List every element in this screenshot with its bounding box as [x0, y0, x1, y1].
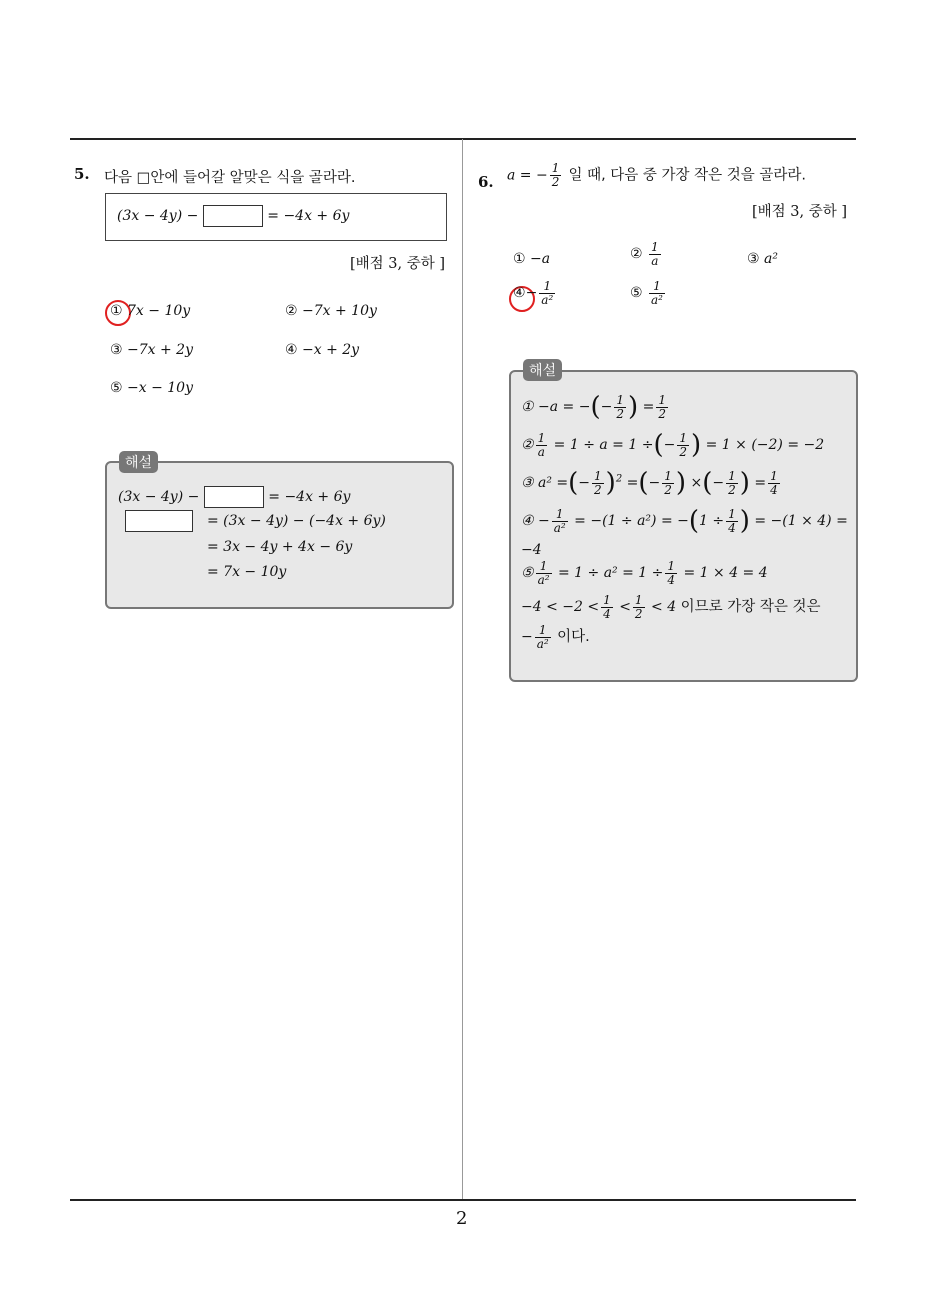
choice-mark: ① — [110, 303, 123, 319]
choice-text: a² — [764, 251, 778, 267]
question-number: 6. — [478, 173, 494, 191]
choice-mark: ② — [285, 303, 298, 319]
choice-fraction: $\frac{1}{\text{a²}}$ — [651, 279, 663, 307]
solution-label: 해설 — [523, 359, 562, 381]
solution-line-4: = 7x − 10y — [207, 564, 287, 580]
choice-fraction: $\frac{1}{\text{a²}}$ — [541, 279, 554, 307]
choice-5 — [110, 380, 193, 396]
solution-line-2: = (3x − 4y) − (−4x + 6y) — [207, 513, 386, 529]
choice-text: −7x + 2y — [127, 342, 193, 358]
prompt-math: a = − — [507, 167, 548, 184]
solution-blank-2 — [125, 510, 193, 532]
choice-mark: ① — [513, 251, 526, 267]
choice-text: −7x + 10y — [302, 303, 377, 319]
choice-2 — [630, 241, 663, 267]
choice-mark: ④ — [285, 342, 298, 358]
solution-line-1-left: (3x − 4y) − — [118, 489, 200, 505]
solution-line-1 — [118, 486, 350, 508]
solution-blank — [125, 510, 193, 532]
solution-line-2: ② $\frac{1}{a}$ = 1 ÷ a = 1 ÷(− $\frac{1}{2}$ ) = 1 × (−2) = −2 — [521, 430, 825, 460]
choice-1 — [513, 251, 550, 267]
solution-line-3: = 3x − 4y + 4x − 6y — [207, 539, 353, 555]
page-number: 2 — [456, 1208, 468, 1229]
solution-line-5: ⑤ $\frac{1}{\text{a²}}$ = 1 ÷ a² = 1 ÷ $\frac{1}{4}$ = 1 × 4 = 4 — [521, 559, 768, 587]
choice-text: −x + 2y — [302, 342, 360, 358]
choice-mark: ⑤ — [110, 380, 123, 396]
prompt-text: 일 때, 다음 중 가장 작은 것을 골라라. — [568, 167, 807, 184]
solution-box — [105, 461, 454, 609]
choice-mark: ③ — [747, 251, 760, 267]
prompt-fraction: $\frac{1}{2}$ — [551, 161, 560, 189]
solution-line-4b: −4 — [521, 542, 542, 558]
equation-left: (3x − 4y) − — [117, 208, 199, 224]
solution-label: 해설 — [119, 451, 158, 473]
column-divider — [462, 139, 463, 1201]
score-tag: [배점 3, 중하 ] — [350, 256, 446, 272]
choice-2 — [285, 303, 377, 319]
solution-line-1-right: = −4x + 6y — [268, 489, 351, 505]
solution-line-3: ③ a² =(− $\frac{1}{2}$ )$^2$ =(− $\frac{1}{2}$ ) ×(− $\frac{1}{2}$ ) = $\frac{1}{4}$ — [521, 468, 778, 498]
choice-text: −a — [530, 251, 551, 267]
solution-line-7: − $\frac{1}{\text{a²}}$ 이다. — [521, 623, 590, 651]
choice-4 — [285, 342, 359, 358]
score-tag: [배점 3, 중하 ] — [752, 204, 848, 220]
choice-mark: ④ — [513, 285, 526, 302]
solution-blank — [204, 486, 264, 508]
choice-text: 7x − 10y — [127, 303, 191, 319]
answer-blank — [203, 205, 263, 227]
choice-text: −x − 10y — [127, 380, 193, 396]
question-prompt — [507, 162, 806, 188]
choice-1 — [110, 303, 190, 319]
choice-sign: − — [525, 285, 538, 302]
choice-3 — [110, 342, 193, 358]
choice-4 — [513, 280, 557, 306]
choice-5 — [630, 280, 667, 306]
top-rule — [70, 138, 856, 140]
choice-mark: ③ — [110, 342, 123, 358]
choice-mark: ⑤ — [630, 285, 643, 302]
solution-line-4: ④ − $\frac{1}{\text{a²}}$ = −(1 ÷ a²) = −(1 ÷ $\frac{1}{4}$ ) = −(1 × 4) = — [521, 506, 848, 536]
bottom-rule — [70, 1199, 856, 1201]
choice-mark: ② — [630, 246, 643, 263]
equation-right: = −4x + 6y — [267, 208, 350, 224]
choice-fraction: $\frac{1}{a}$ — [651, 240, 659, 268]
solution-line-1: ① −a = −(− $\frac{1}{2}$ ) = $\frac{1}{2}$ — [521, 392, 666, 422]
solution-line-6: −4 < −2 < $\frac{1}{4}$ < $\frac{1}{2}$ < 4 이므로 가장 작은 것은 — [521, 593, 821, 621]
choice-3 — [747, 251, 778, 267]
question-prompt: 다음 □안에 들어갈 알맞은 식을 골라라. — [104, 170, 356, 186]
question-number: 5. — [74, 165, 90, 183]
equation — [117, 205, 349, 227]
